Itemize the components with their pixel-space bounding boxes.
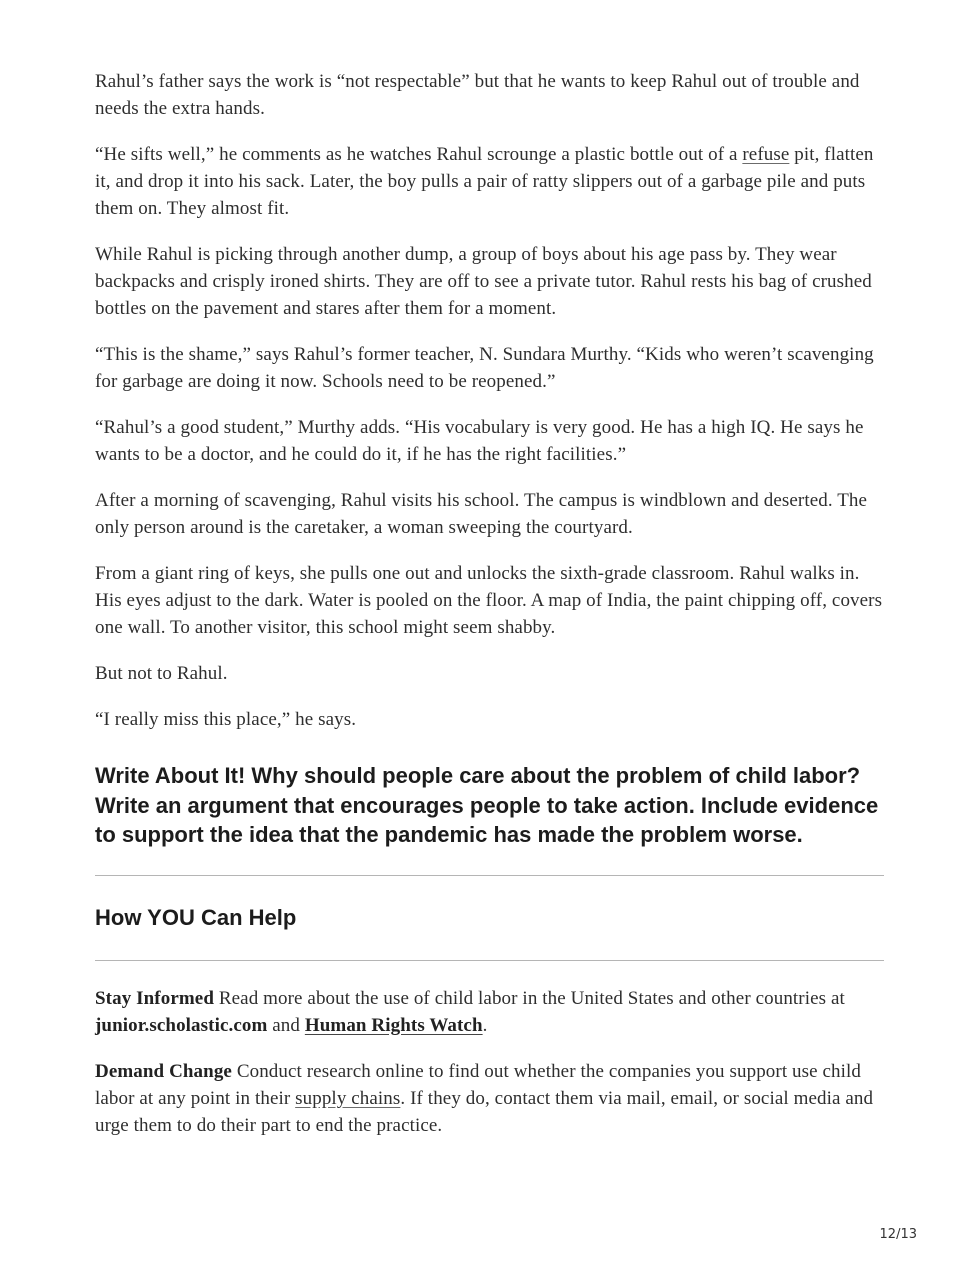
- refuse-vocab-link[interactable]: refuse: [742, 144, 790, 165]
- paragraph-visits-school: After a morning of scavenging, Rahul visits his school. The campus is windblown and deserted. The only person around is the caretaker, a woman sweeping the courtyard.: [95, 490, 868, 538]
- paragraph-good-student: “Rahul’s a good student,” Murthy adds. “His vocabulary is very good. He has a high IQ. He says he wants to be a doctor, and he could do it, if he has the right facilities.”: [95, 417, 864, 465]
- paragraph-text: Read more about the use of child labor in the United States and other countries at: [214, 987, 845, 1009]
- paragraph-classroom: From a giant ring of keys, she pulls one out and unlocks the sixth-grade classroom. Rahul walks in. His eyes adjust to the dark. Water is pooled on the floor. A map of India, the paint chipping off, covers one wall. To another visitor, this school might seem shabby.: [95, 563, 883, 638]
- demand-change-paragraph: [95, 1058, 884, 1139]
- page-number: 12/13: [879, 1227, 917, 1242]
- paragraph-fathers-view: Rahul’s father says the work is “not respectable” but that he wants to keep Rahul out of trouble and needs the extra hands.: [95, 71, 860, 119]
- supply-chains-vocab-link[interactable]: supply chains: [295, 1087, 401, 1109]
- paragraph-text: and: [267, 1014, 305, 1036]
- paragraph-text: .: [482, 1014, 488, 1036]
- paragraph-teacher-quote: “This is the shame,” says Rahul’s former teacher, N. Sundara Murthy. “Kids who weren’t scavenging for garbage are doing it now. Schools need to be reopened.”: [95, 344, 874, 392]
- human-rights-watch-link[interactable]: Human Rights Watch: [304, 1014, 483, 1036]
- paragraph-boys-pass-by: While Rahul is picking through another dump, a group of boys about his age pass by. They wear backpacks and crisply ironed shirts. They are off to see a private tutor. Rahul rests his bag of crushed bottles on the pavement and stares after them for a moment.: [95, 244, 872, 319]
- write-about-it-prompt: Write About It! Why should people care about the problem of child labor? Write an argument that encourages people to take action. Include evidence to support the idea that the pandemic has made the problem worse.: [95, 763, 879, 847]
- paragraph-text: pit, flatten it, and drop it into his sack. Later, the boy pulls a pair of ratty slippers out of a garbage pile and puts them on. They almost fit.: [95, 144, 874, 219]
- how-you-can-help-heading: How YOU Can Help: [95, 904, 297, 930]
- paragraph-he-sifts-well: [95, 141, 884, 222]
- section-divider-bottom: [95, 960, 884, 961]
- section-divider-top: [95, 875, 884, 876]
- paragraph-text: . If they do, contact them via mail, email, or social media and urge them to do their part to end the practice.: [95, 1087, 874, 1136]
- stay-informed-paragraph: [95, 985, 884, 1039]
- paragraph-but-not-rahul: But not to Rahul.: [95, 663, 228, 684]
- demand-change-label: Demand Change: [95, 1060, 232, 1082]
- stay-informed-label: Stay Informed: [95, 987, 214, 1009]
- paragraph-text: “He sifts well,” he comments as he watches Rahul scrounge a plastic bottle out of a: [95, 144, 743, 165]
- paragraph-text: Conduct research online to find out whether the companies you support use child labor at any point in their: [95, 1060, 862, 1109]
- junior-scholastic-site-text: junior.scholastic.com: [95, 1014, 268, 1036]
- paragraph-miss-this-place: “I really miss this place,” he says.: [95, 709, 357, 730]
